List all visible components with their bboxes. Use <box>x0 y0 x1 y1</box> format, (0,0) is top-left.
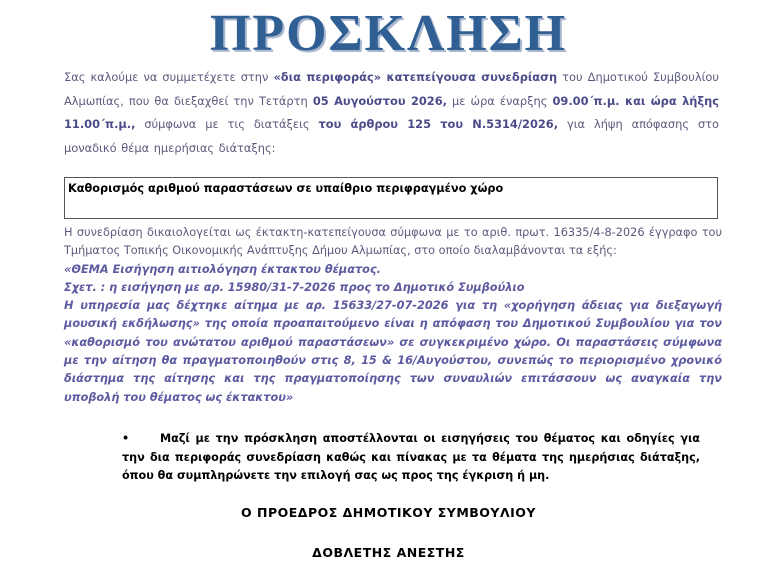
intro-time: 09.00΄π.μ. και ώρα λήξης 11.00΄π.μ., <box>64 93 719 131</box>
intro-text-2: του Δημοτικού Συμβουλίου Αλμωπίας, που θα διεξαχθεί την Τετάρτη <box>64 70 719 108</box>
intro-law: του άρθρου 125 του Ν.5314/2026, <box>318 117 559 131</box>
agenda-item-box <box>64 177 718 219</box>
intro-text-1: Σας καλούμε να συμμετέχετε στην <box>64 70 274 84</box>
attachments-note <box>122 430 700 486</box>
quote-reference: Σχετ. : η εισήγηση με αρ. 15980/31-7-2026 προς το Δημοτικό Συμβούλιο <box>64 280 525 294</box>
document-title: ΠΡΟΣΚΛΗΣΗ <box>209 5 568 62</box>
quote-subject: «ΘΕΜΑ Εισήγηση αιτιολόγηση έκτακτου θέματος. <box>64 262 381 276</box>
intro-text-3: με ώρα έναρξης <box>446 93 553 108</box>
justification-section <box>64 224 722 407</box>
agenda-item-text: Καθορισμός αριθμού παραστάσεων σε υπαίθριο περιφραγμένο χώρο <box>68 182 504 195</box>
intro-paragraph <box>64 66 719 160</box>
intro-text-4: σύμφωνα με τις διατάξεις <box>135 117 319 131</box>
intro-meeting-type: «δια περιφοράς» κατεπείγουσα συνεδρίαση <box>273 70 558 84</box>
signature-name: ΔΟΒΛΕΤΗΣ ΑΝΕΣΤΗΣ <box>312 545 465 560</box>
justification-text: Η συνεδρίαση δικαιολογείται ως έκτακτη-κατεπείγουσα σύμφωνα με το αριθ. πρωτ. 16335/4-8-2026 έγγραφο του Τμήματος Τοπικής Οικονομικής Ανάπτυξης Δήμου Αλμωπίας, στο οποίο διαλαμβάνονται τα εξής: <box>64 226 722 258</box>
attachments-note-text: Μαζί με την πρόσκληση αποστέλλονται οι εισηγήσεις του θέματος και οδηγίες για την δια περιφοράς συνεδρίαση καθώς και πίνακας με τα θέματα της ημερήσιας διάταξης, όπου θα συμπληρώνετε την επιλογή σας ως προς της έγκριση ή μη. <box>122 432 700 482</box>
quote-body: Η υπηρεσία μας δέχτηκε αίτημα με αρ. 15633/27-07-2026 για τη «χορήγηση άδειας για διεξαγωγή μουσική εκδήλωσης» της οποία προαπαιτούμενο είναι η απόφαση του Δημοτικού Συμβουλίου για τον «καθορισμό του ανώτατου αριθμού παραστάσεων» σε συγκεκριμένο χώρο. Οι παραστάσεις σύμφωνα με την αίτηση θα πραγματοποιηθούν στις 8, 15 & 16/Αυγούστου, συνεπώς το περιορισμένο χρονικό διάστημα της αίτησης και της πραγματοποίησης των συναυλιών επιτάσσουν ως αναγκαία την υποβολή του θέματος ως έκτακτου» <box>64 299 722 404</box>
intro-date: 05 Αυγούστου 2026, <box>312 93 447 108</box>
signature-role: Ο ΠΡΟΕΔΡΟΣ ΔΗΜΟΤΙΚΟΥ ΣΥΜΒΟΥΛΙΟΥ <box>241 505 536 520</box>
bullet-icon: • <box>122 432 130 445</box>
intro-text-5: για λήψη απόφασης στο μοναδικό θέμα ημερήσιας διάταξης: <box>64 117 719 155</box>
